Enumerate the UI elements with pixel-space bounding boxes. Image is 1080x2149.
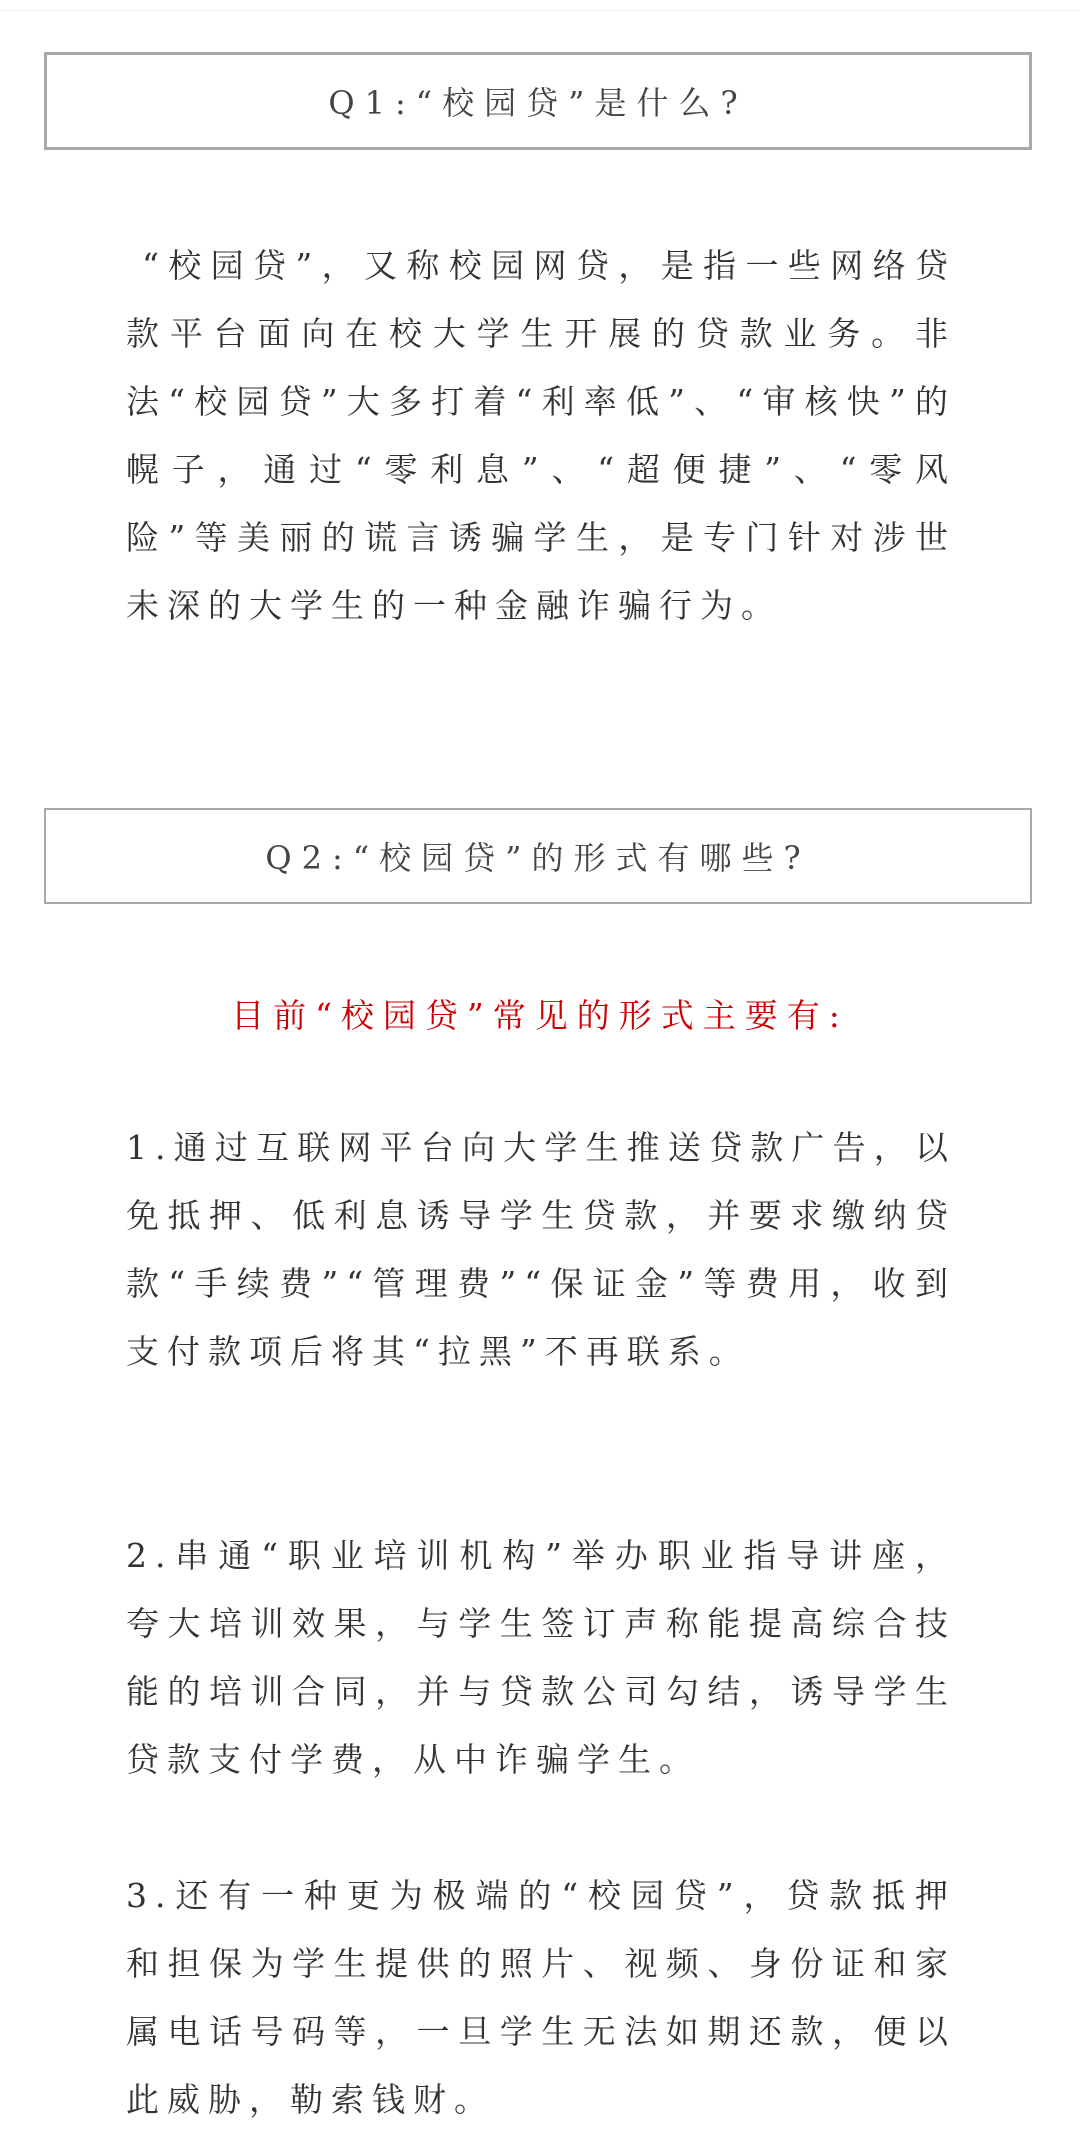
list-item-2: 2.串通“职业培训机构”举办职业指导讲座，夸大培训效果，与学生签订声称能提高综合技能的培训合同，并与贷款公司勾结，诱导学生贷款支付学费，从中诈骗学生。	[126, 1536, 956, 1779]
question-box-q2	[44, 808, 1032, 904]
list-item-1: 1.通过互联网平台向大学生推送贷款广告，以免抵押、低利息诱导学生贷款，并要求缴纳贷款“手续费”“管理费”“保证金”等费用，收到支付款项后将其“拉黑”不再联系。	[126, 1128, 956, 1371]
question-title-q2: Q2:“校园贷”的形式有哪些?	[265, 839, 811, 877]
forms-heading: 目前“校园贷”常见的形式主要有:	[231, 996, 849, 1035]
top-divider	[0, 10, 1080, 11]
question-box-q1	[44, 52, 1032, 150]
list-item-3: 3.还有一种更为极端的“校园贷”，贷款抵押和担保为学生提供的照片、视频、身份证和家属电话号码等，一旦学生无法如期还款，便以此威胁，勒索钱财。	[126, 1876, 956, 2119]
answer-paragraph-q1: “校园贷”，又称校园网贷，是指一些网络贷款平台面向在校大学生开展的贷款业务。非法“校园贷”大多打着“利率低”、“审核快”的幌子，通过“零利息”、“超便捷”、“零风险”等美丽的谎言诱骗学生，是专门针对涉世未深的大学生的一种金融诈骗行为。	[126, 246, 956, 625]
question-title-q1: Q1:“校园贷”是什么?	[328, 84, 748, 122]
